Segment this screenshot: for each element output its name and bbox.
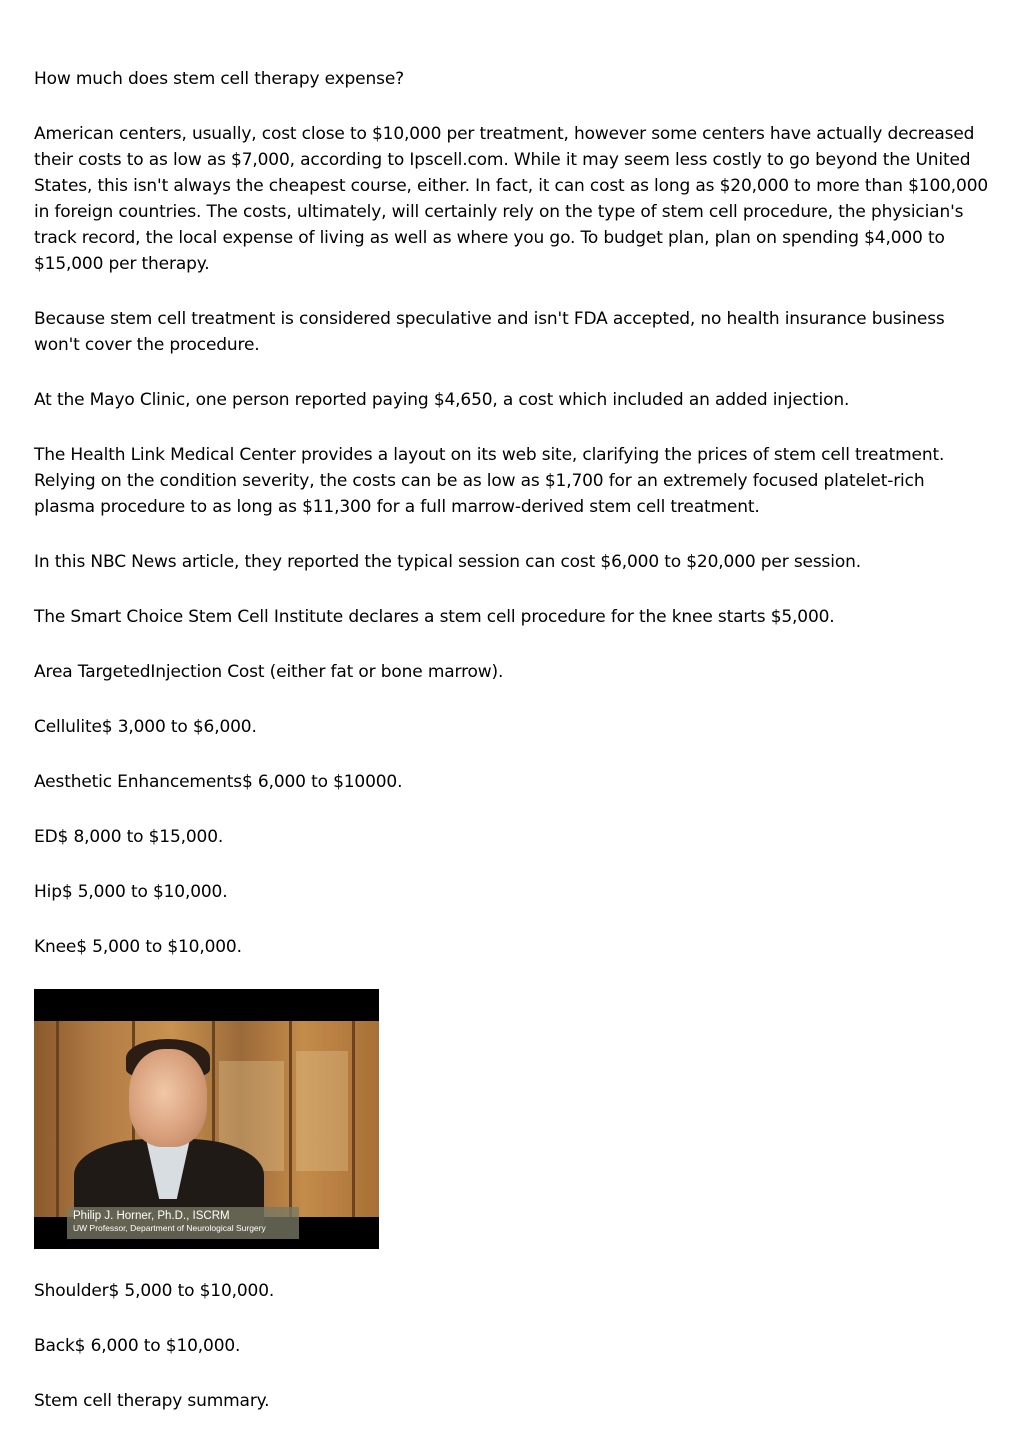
paragraph-health-link: The Health Link Medical Center provides a layout on its web site, clarifying the prices of stem cell treatment. Relying on the condition severity, the costs can be as low as $1,700 for an extremely focused platelet-rich plasma procedure to as long as $11,300 for a full marrow-derived stem cell treatment. [34,445,945,517]
price-item-cellulite: Cellulite$ 3,000 to $6,000. [34,717,257,737]
paragraph-nbc-news: In this NBC News article, they reported the typical session can cost $6,000 to $20,000 per session. [34,552,861,572]
price-item-knee: Knee$ 5,000 to $10,000. [34,937,242,957]
video-caption [67,1207,299,1239]
video-still-image [34,1021,379,1233]
caption-name: Philip J. Horner, Ph.D., ISCRM [73,1210,230,1222]
paragraph-mayo-clinic: At the Mayo Clinic, one person reported paying $4,650, a cost which included an added injection. [34,390,850,410]
price-item-back: Back$ 6,000 to $10,000. [34,1336,241,1356]
summary-heading: Stem cell therapy summary. [34,1391,270,1411]
price-item-aesthetic: Aesthetic Enhancements$ 6,000 to $10000. [34,772,403,792]
paragraph-us-costs: American centers, usually, cost close to $10,000 per treatment, however some centers have actually decreased their costs to as low as $7,000, according to Ipscell.com. While it may seem less costly to go beyond the United States, this isn't always the cheapest course, either. In fact, it can cost as long as $20,000 to more than $100,000 in foreign countries. The costs, ultimately, will certainly rely on the type of stem cell procedure, the physician's track record, the local expense of living as well as where you go. To budget plan, plan on spending $4,000 to $15,000 per therapy. [34,124,989,274]
question-heading: How much does stem cell therapy expense? [34,69,405,89]
paragraph-insurance: Because stem cell treatment is considered speculative and isn't FDA accepted, no health insurance business won't cover the procedure. [34,309,945,355]
price-item-ed: ED$ 8,000 to $15,000. [34,827,224,847]
price-list-header: Area TargetedInjection Cost (either fat or bone marrow). [34,662,504,682]
price-item-shoulder: Shoulder$ 5,000 to $10,000. [34,1281,275,1301]
paragraph-smart-choice: The Smart Choice Stem Cell Institute declares a stem cell procedure for the knee starts $5,000. [34,607,835,627]
price-item-hip: Hip$ 5,000 to $10,000. [34,882,228,902]
article-body [34,66,990,1443]
caption-title: UW Professor, Department of Neurological Surgery [73,1223,266,1233]
embedded-video[interactable] [34,989,379,1249]
